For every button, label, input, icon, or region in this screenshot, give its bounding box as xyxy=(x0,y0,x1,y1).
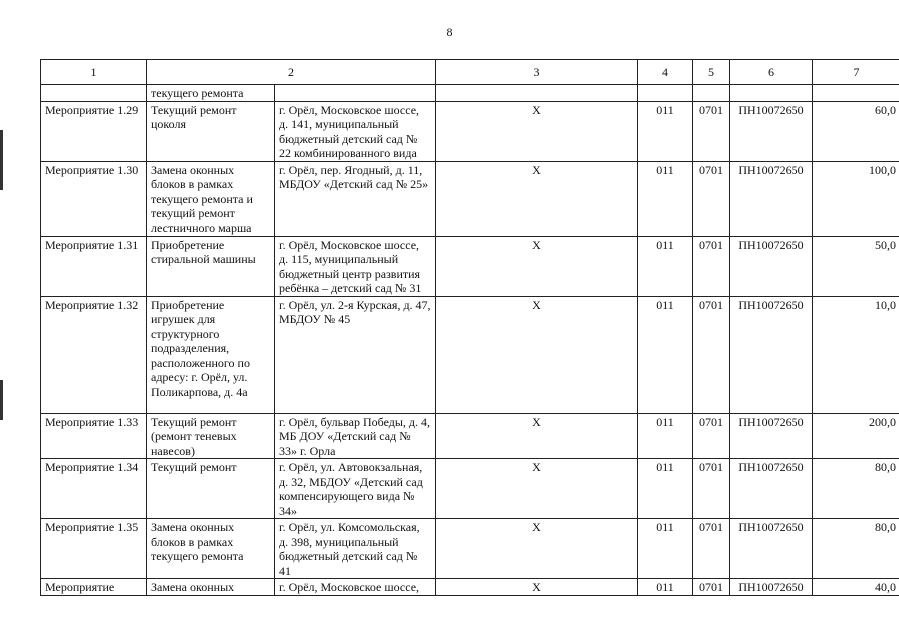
table-row xyxy=(41,296,899,413)
col5-cell: 0701 xyxy=(693,161,730,236)
activity-id-cell: Мероприятие xyxy=(41,579,147,596)
col3-cell: X xyxy=(436,579,638,596)
address-cell: г. Орёл, пер. Ягодный, д. 11, МБДОУ «Детский сад № 25» xyxy=(275,161,436,236)
table-cell xyxy=(638,85,693,102)
amount-cell: 100,0 xyxy=(813,161,899,236)
activities-table xyxy=(40,59,899,596)
col5-cell: 0701 xyxy=(693,519,730,579)
activity-name-cell: Замена оконных блоков в рамках текущего ремонта и текущий ремонт лестничного марша xyxy=(147,161,275,236)
address-cell: г. Орёл, ул. 2-я Курская, д. 47, МБДОУ № 45 xyxy=(275,296,436,413)
table-cell: текущего ремонта xyxy=(147,85,275,102)
table-cell xyxy=(813,85,899,102)
table-cell xyxy=(730,85,813,102)
activity-name-cell: Текущий ремонт xyxy=(147,459,275,519)
amount-cell: 10,0 xyxy=(813,296,899,413)
amount-cell: 80,0 xyxy=(813,459,899,519)
col4-cell: 011 xyxy=(638,459,693,519)
table-row xyxy=(41,519,899,579)
col4-cell: 011 xyxy=(638,161,693,236)
col3-cell: X xyxy=(436,413,638,459)
address-cell: г. Орёл, Московское шоссе, д. 115, муниципальный бюджетный центр развития ребёнка – детский сад № 31 xyxy=(275,236,436,296)
table-row xyxy=(41,101,899,161)
scan-edge-mark xyxy=(0,130,3,190)
col3-cell: X xyxy=(436,459,638,519)
activity-id-cell: Мероприятие 1.33 xyxy=(41,413,147,459)
col5-cell: 0701 xyxy=(693,459,730,519)
col6-cell: ПН10072650 xyxy=(730,161,813,236)
col6-cell: ПН10072650 xyxy=(730,459,813,519)
address-cell: г. Орёл, Московское шоссе, xyxy=(275,579,436,596)
table-row xyxy=(41,579,899,596)
continuation-row xyxy=(41,85,899,102)
column-header: 2 xyxy=(147,60,436,85)
column-header: 4 xyxy=(638,60,693,85)
address-cell: г. Орёл, ул. Комсомольская, д. 398, муниципальный бюджетный детский сад № 41 xyxy=(275,519,436,579)
col4-cell: 011 xyxy=(638,236,693,296)
col3-cell: X xyxy=(436,519,638,579)
col5-cell: 0701 xyxy=(693,579,730,596)
table-cell xyxy=(693,85,730,102)
activity-name-cell: Приобретение игрушек для структурного подразделения, расположенного по адресу: г. Орёл, ул. Поликарпова, д. 4а xyxy=(147,296,275,413)
column-header: 5 xyxy=(693,60,730,85)
activity-id-cell: Мероприятие 1.32 xyxy=(41,296,147,413)
col5-cell: 0701 xyxy=(693,101,730,161)
col4-cell: 011 xyxy=(638,101,693,161)
col6-cell: ПН10072650 xyxy=(730,579,813,596)
col3-cell: X xyxy=(436,161,638,236)
column-header: 1 xyxy=(41,60,147,85)
col6-cell: ПН10072650 xyxy=(730,519,813,579)
col3-cell: X xyxy=(436,296,638,413)
address-cell: г. Орёл, Московское шоссе, д. 141, муниципальный бюджетный детский сад № 22 комбинированного вида xyxy=(275,101,436,161)
col4-cell: 011 xyxy=(638,296,693,413)
col6-cell: ПН10072650 xyxy=(730,413,813,459)
page-number: 8 xyxy=(446,25,453,39)
activity-id-cell: Мероприятие 1.34 xyxy=(41,459,147,519)
amount-cell: 80,0 xyxy=(813,519,899,579)
activity-name-cell: Замена оконных xyxy=(147,579,275,596)
col5-cell: 0701 xyxy=(693,413,730,459)
col4-cell: 011 xyxy=(638,519,693,579)
amount-cell: 40,0 xyxy=(813,579,899,596)
col5-cell: 0701 xyxy=(693,236,730,296)
table-row xyxy=(41,161,899,236)
col5-cell: 0701 xyxy=(693,296,730,413)
address-cell: г. Орёл, бульвар Победы, д. 4, МБ ДОУ «Детский сад № 33» г. Орла xyxy=(275,413,436,459)
table-header-row xyxy=(41,60,899,85)
col4-cell: 011 xyxy=(638,579,693,596)
col6-cell: ПН10072650 xyxy=(730,101,813,161)
activity-id-cell: Мероприятие 1.29 xyxy=(41,101,147,161)
column-header: 6 xyxy=(730,60,813,85)
activity-id-cell: Мероприятие 1.31 xyxy=(41,236,147,296)
amount-cell: 200,0 xyxy=(813,413,899,459)
col3-cell: X xyxy=(436,101,638,161)
table-cell xyxy=(41,85,147,102)
address-cell: г. Орёл, ул. Автовокзальная, д. 32, МБДОУ «Детский сад компенсирующего вида № 34» xyxy=(275,459,436,519)
scan-edge-mark xyxy=(0,380,3,420)
activity-id-cell: Мероприятие 1.30 xyxy=(41,161,147,236)
amount-cell: 50,0 xyxy=(813,236,899,296)
activity-name-cell: Приобретение стиральной машины xyxy=(147,236,275,296)
table-row xyxy=(41,413,899,459)
activity-name-cell: Текущий ремонт цоколя xyxy=(147,101,275,161)
activity-name-cell: Замена оконных блоков в рамках текущего ремонта xyxy=(147,519,275,579)
table-row xyxy=(41,459,899,519)
table-cell xyxy=(436,85,638,102)
table-row xyxy=(41,236,899,296)
activity-name-cell: Текущий ремонт (ремонт теневых навесов) xyxy=(147,413,275,459)
table-cell xyxy=(275,85,436,102)
column-header: 7 xyxy=(813,60,899,85)
amount-cell: 60,0 xyxy=(813,101,899,161)
column-header: 3 xyxy=(436,60,638,85)
col6-cell: ПН10072650 xyxy=(730,236,813,296)
col4-cell: 011 xyxy=(638,413,693,459)
col3-cell: X xyxy=(436,236,638,296)
col6-cell: ПН10072650 xyxy=(730,296,813,413)
activity-id-cell: Мероприятие 1.35 xyxy=(41,519,147,579)
